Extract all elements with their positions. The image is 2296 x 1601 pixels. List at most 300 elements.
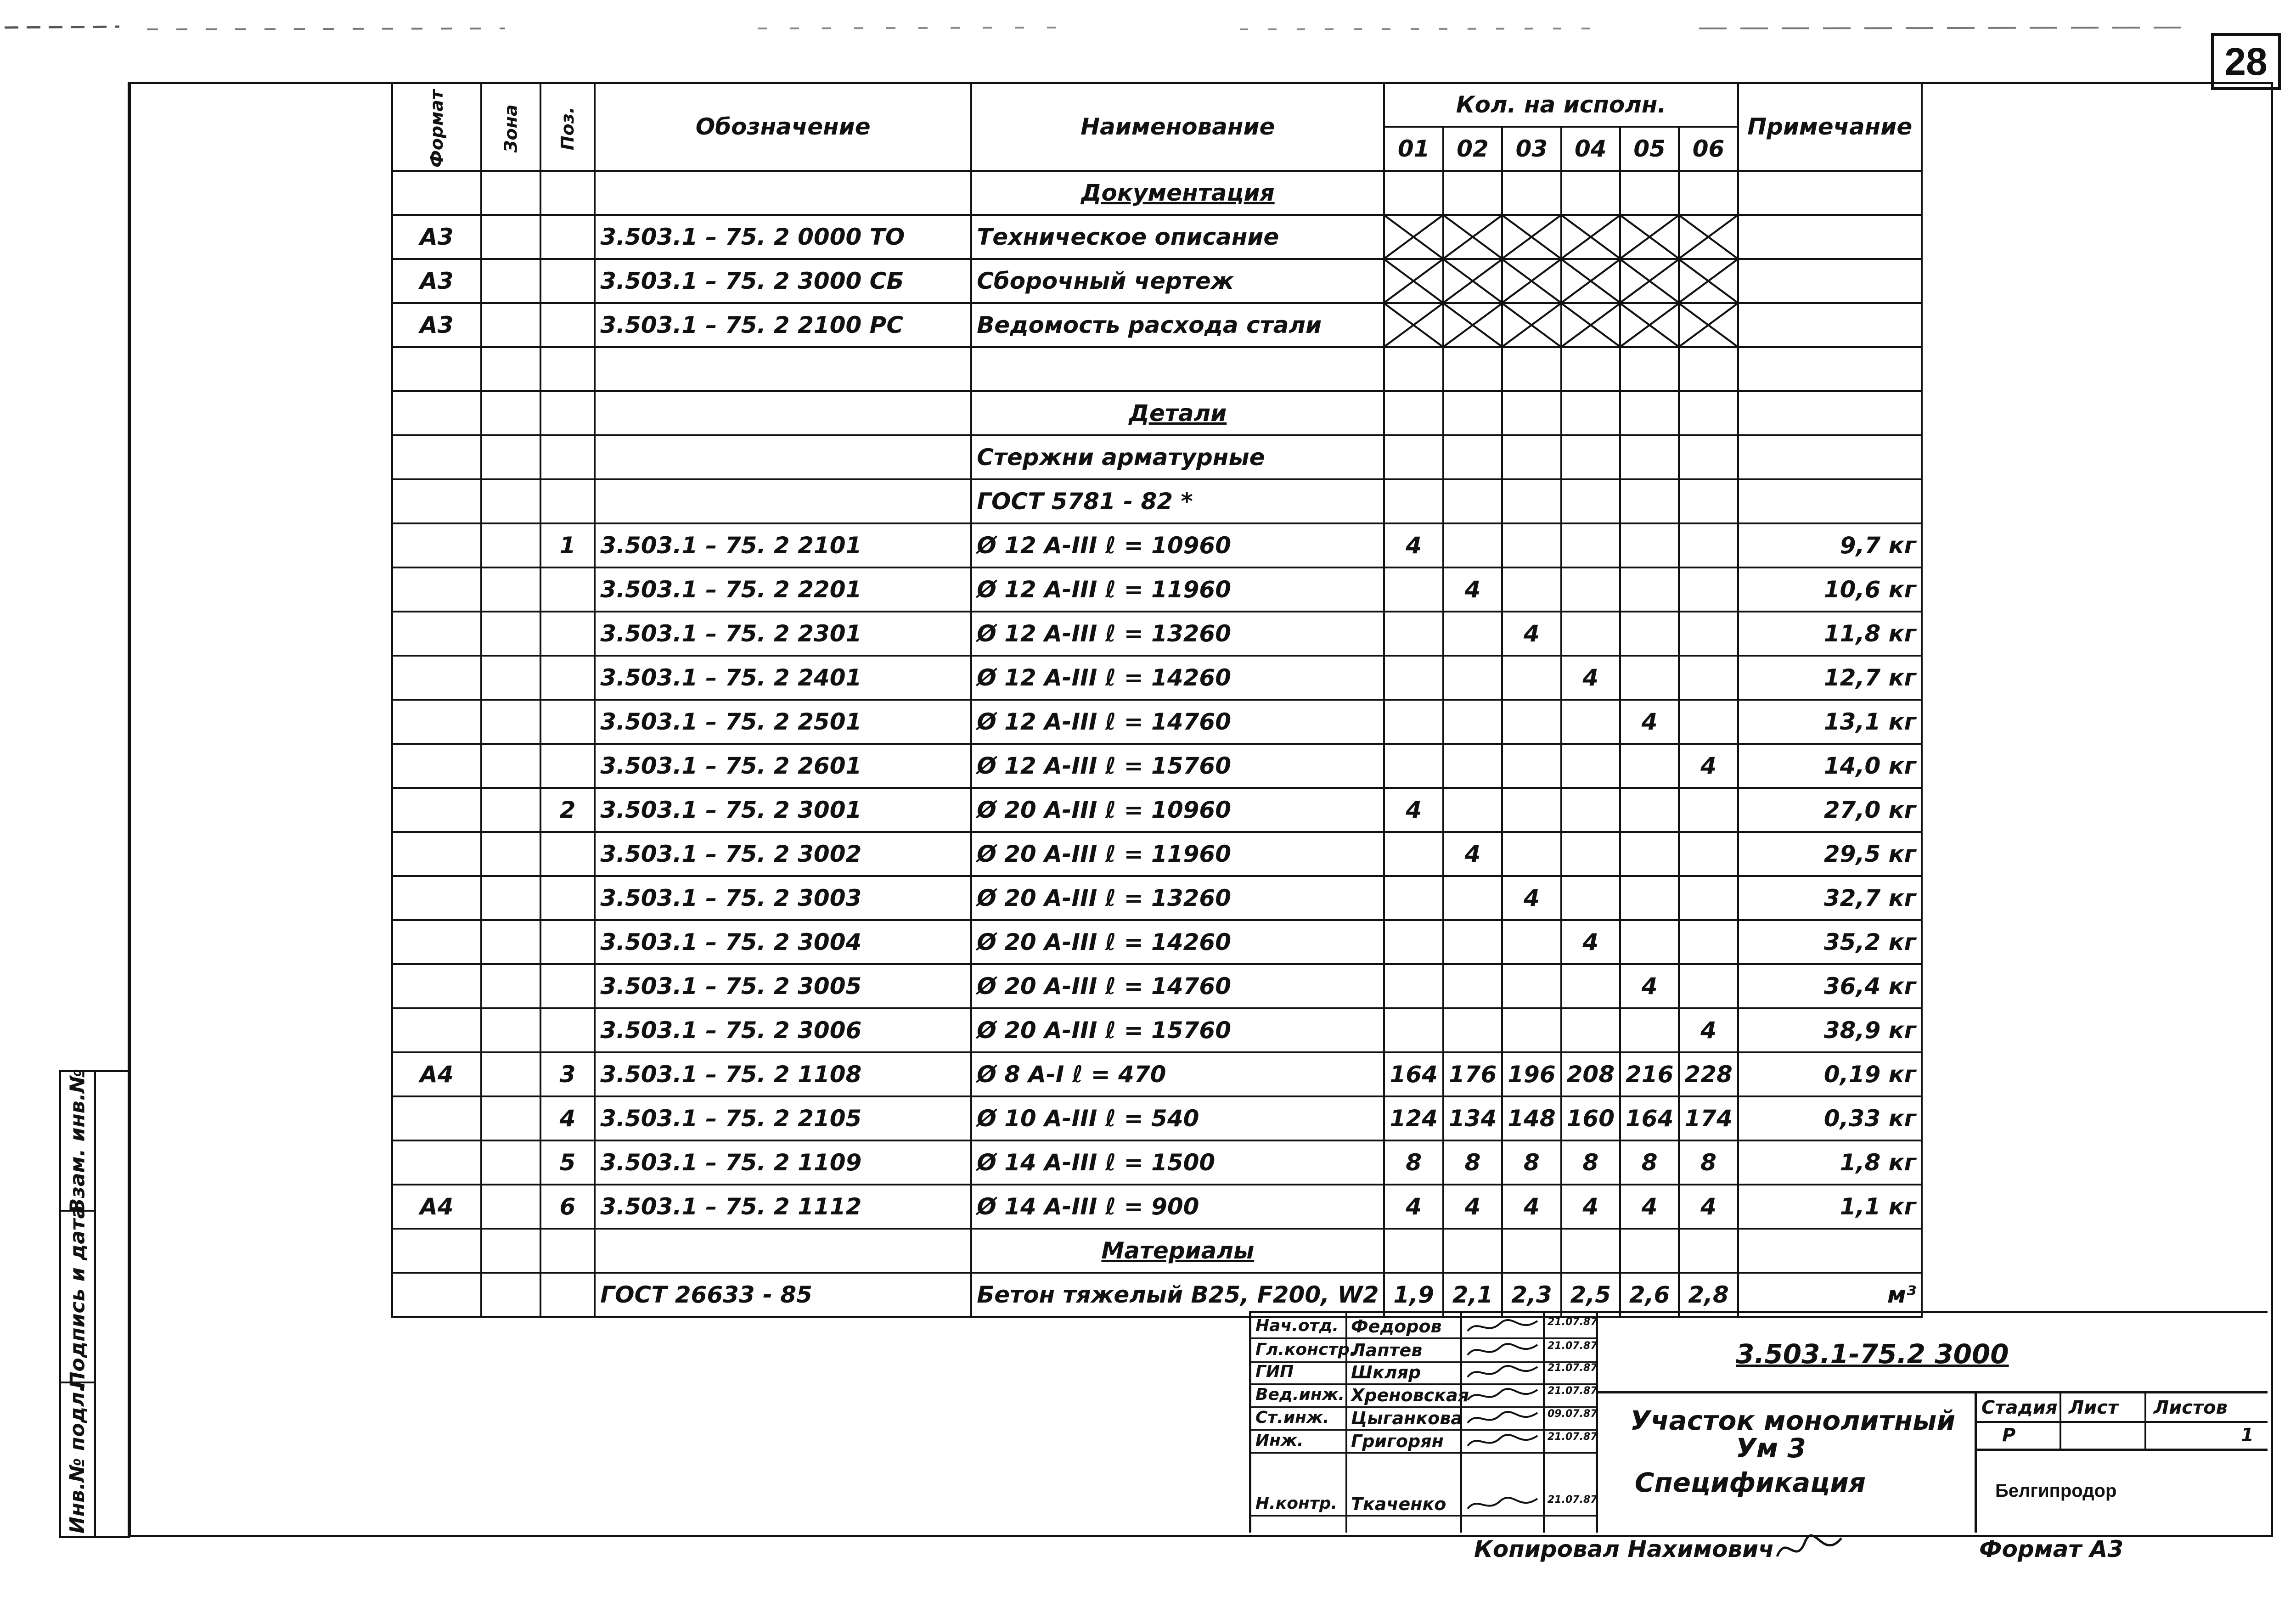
specification-table [391, 82, 1923, 1318]
cell-qty [1561, 876, 1620, 920]
cell-format [392, 391, 481, 435]
cell-qty [1384, 435, 1443, 479]
cell-note [1738, 391, 1922, 435]
tb-role: Н.контр. [1255, 1494, 1338, 1513]
tb-role: Вед.инж. [1255, 1385, 1345, 1404]
side-label-signature: Подпись и дата [66, 1205, 90, 1388]
cell-pos: 4 [540, 1096, 595, 1140]
tb-date: 09.07.87 [1548, 1408, 1598, 1420]
table-row [392, 788, 1922, 832]
cell-qty: 164 [1384, 1052, 1443, 1096]
cell-pos: 3 [540, 1052, 595, 1096]
cell-designation: 3.503.1 – 75. 2 2601 [595, 744, 971, 788]
cell-zone [481, 1140, 540, 1185]
cell-designation [595, 391, 971, 435]
cell-format [392, 1096, 481, 1140]
cell-empty [1384, 347, 1443, 391]
tb-row-line [1249, 1337, 1596, 1339]
cell-empty [540, 347, 595, 391]
cell-qty [1443, 1008, 1502, 1052]
tb-stage-line [1975, 1421, 2268, 1423]
cell-name: Ø 20 А-III ℓ = 11960 [971, 832, 1384, 876]
cell-qty: 4 [1561, 1185, 1620, 1229]
header-designation: Обозначение [595, 83, 971, 171]
table-row [392, 391, 1922, 435]
cell-qty [1679, 479, 1738, 523]
cell-qty: 216 [1620, 1052, 1679, 1096]
cell-qty [1679, 656, 1738, 700]
cell-format [392, 744, 481, 788]
tb-row-line [1249, 1361, 1596, 1363]
cell-qty [1679, 832, 1738, 876]
cell-zone [481, 567, 540, 612]
cell-name: Техническое описание [971, 215, 1384, 259]
specification-body [392, 171, 1922, 1317]
cell-qty [1384, 479, 1443, 523]
cell-zone [481, 612, 540, 656]
cell-qty [1443, 479, 1502, 523]
side-cell-signature [61, 1205, 94, 1388]
copier-signature [1773, 1529, 1846, 1570]
cell-format [392, 1229, 481, 1273]
cross-cell [1679, 259, 1738, 303]
sheets-value: 1 [2241, 1425, 2254, 1446]
cell-qty: 4 [1384, 1185, 1443, 1229]
title-line-2: Ум 3 [1736, 1432, 1806, 1464]
title-block [1249, 1311, 2268, 1533]
side-label-replace-inv: Взам. инв.№ [66, 1068, 90, 1213]
cell-designation: 3.503.1 – 75. 2 3000 СБ [595, 259, 971, 303]
cell-zone [481, 523, 540, 567]
cell-pos: 6 [540, 1185, 595, 1229]
cell-format [392, 435, 481, 479]
cell-note: 36,4 кг [1738, 964, 1922, 1008]
cell-qty [1561, 1229, 1620, 1273]
tb-name: Федоров [1351, 1316, 1442, 1337]
cell-format [392, 1273, 481, 1317]
cell-designation: 3.503.1 – 75. 2 2401 [595, 656, 971, 700]
header-pos: Поз. [540, 83, 595, 171]
cross-cell [1620, 215, 1679, 259]
cell-empty [1443, 347, 1502, 391]
cell-pos [540, 479, 595, 523]
side-strip [59, 1070, 130, 1538]
cell-name: Ø 12 А-III ℓ = 15760 [971, 744, 1384, 788]
cell-pos [540, 303, 595, 347]
cell-zone [481, 479, 540, 523]
cell-qty: 8 [1502, 1140, 1561, 1185]
cell-qty [1561, 567, 1620, 612]
cell-qty [1502, 656, 1561, 700]
stage-label: Стадия [1981, 1397, 2058, 1418]
cell-qty: 2,6 [1620, 1273, 1679, 1317]
cell-pos [540, 259, 595, 303]
cell-qty: 160 [1561, 1096, 1620, 1140]
cell-qty [1384, 744, 1443, 788]
section-title: Документация [971, 171, 1384, 215]
cross-cell [1561, 303, 1620, 347]
cell-zone [481, 744, 540, 788]
table-row [392, 479, 1922, 523]
cell-qty [1502, 479, 1561, 523]
cell-zone [481, 656, 540, 700]
cell-designation: 3.503.1 – 75. 2 2105 [595, 1096, 971, 1140]
cell-name: Ø 10 А-III ℓ = 540 [971, 1096, 1384, 1140]
side-cell-replace-inv [61, 1068, 94, 1213]
cell-note: 27,0 кг [1738, 788, 1922, 832]
cell-qty [1679, 612, 1738, 656]
header-qty-02: 02 [1443, 127, 1502, 171]
cell-qty [1502, 171, 1561, 215]
cell-format [392, 964, 481, 1008]
cell-qty: 8 [1561, 1140, 1620, 1185]
cell-zone [481, 700, 540, 744]
cell-qty [1679, 788, 1738, 832]
cell-qty [1502, 391, 1561, 435]
cell-qty: 4 [1384, 788, 1443, 832]
cell-format [392, 656, 481, 700]
cell-qty: 1,9 [1384, 1273, 1443, 1317]
cell-qty: 2,8 [1679, 1273, 1738, 1317]
table-row [392, 567, 1922, 612]
table-row [392, 347, 1922, 391]
header-qty-05: 05 [1620, 127, 1679, 171]
cross-cell [1561, 215, 1620, 259]
cell-format [392, 832, 481, 876]
cell-qty [1384, 1229, 1443, 1273]
cell-qty [1620, 876, 1679, 920]
cell-qty [1620, 656, 1679, 700]
cell-pos [540, 744, 595, 788]
copied-by: Копировал Нахимович [1474, 1536, 1774, 1562]
cell-pos [540, 964, 595, 1008]
cell-note: 32,7 кг [1738, 876, 1922, 920]
cell-qty [1443, 744, 1502, 788]
cell-note [1738, 171, 1922, 215]
cell-qty [1561, 700, 1620, 744]
cell-qty [1679, 523, 1738, 567]
table-row [392, 1096, 1922, 1140]
cell-format [392, 171, 481, 215]
cell-qty [1443, 656, 1502, 700]
tb-date: 21.07.87 [1548, 1385, 1598, 1397]
side-label-inv-orig: Инв.№ подл. [66, 1384, 90, 1534]
cell-qty [1620, 1008, 1679, 1052]
section-title: Материалы [971, 1229, 1384, 1273]
header-qty-04: 04 [1561, 127, 1620, 171]
cell-note [1738, 259, 1922, 303]
cell-name: Стержни арматурные [971, 435, 1384, 479]
cell-format [392, 567, 481, 612]
cell-qty [1620, 832, 1679, 876]
cell-qty [1384, 656, 1443, 700]
table-row [392, 612, 1922, 656]
cell-format [392, 700, 481, 744]
cell-designation: 3.503.1 – 75. 2 2301 [595, 612, 971, 656]
cell-qty [1620, 435, 1679, 479]
cell-qty [1679, 876, 1738, 920]
cell-qty [1561, 391, 1620, 435]
cell-qty [1443, 435, 1502, 479]
table-row [392, 435, 1922, 479]
cell-zone [481, 215, 540, 259]
tb-name: Лаптев [1351, 1340, 1423, 1360]
cell-qty [1384, 391, 1443, 435]
cross-cell [1502, 215, 1561, 259]
cell-qty: 174 [1679, 1096, 1738, 1140]
tb-sheet-col [2144, 1391, 2146, 1449]
tb-right-divider [1975, 1391, 1977, 1533]
cell-qty: 4 [1620, 700, 1679, 744]
header-qty-group: Кол. на исполн. [1384, 83, 1738, 127]
format-label: Формат А3 [1979, 1536, 2124, 1562]
cell-name: Ø 20 А-III ℓ = 10960 [971, 788, 1384, 832]
cell-qty [1443, 391, 1502, 435]
cell-name: Ø 12 А-III ℓ = 10960 [971, 523, 1384, 567]
tb-signature [1464, 1315, 1542, 1337]
cell-designation: 3.503.1 – 75. 2 3004 [595, 920, 971, 964]
cell-qty [1561, 612, 1620, 656]
section-title: Детали [971, 391, 1384, 435]
cell-qty [1443, 788, 1502, 832]
cell-qty [1502, 832, 1561, 876]
cell-pos: 1 [540, 523, 595, 567]
cell-pos [540, 1229, 595, 1273]
cross-cell [1620, 259, 1679, 303]
cell-qty [1443, 876, 1502, 920]
cell-qty: 176 [1443, 1052, 1502, 1096]
cell-name: Бетон тяжелый B25, F200, W2 [971, 1273, 1384, 1317]
cell-qty [1561, 744, 1620, 788]
cell-qty [1679, 171, 1738, 215]
table-row [392, 1229, 1922, 1273]
title-line-3: Спецификация [1635, 1467, 1866, 1498]
tb-name: Шкляр [1351, 1362, 1421, 1382]
cell-qty: 8 [1443, 1140, 1502, 1185]
cell-designation [595, 435, 971, 479]
cell-qty [1620, 1229, 1679, 1273]
cell-name: Ø 14 А-III ℓ = 1500 [971, 1140, 1384, 1185]
cell-designation [595, 171, 971, 215]
cell-qty [1384, 567, 1443, 612]
table-row [392, 832, 1922, 876]
doc-code: 3.503.1-75.2 3000 [1736, 1338, 2009, 1370]
cell-qty: 2,3 [1502, 1273, 1561, 1317]
tb-role: Инж. [1255, 1431, 1304, 1450]
cell-qty [1502, 435, 1561, 479]
cell-note: 14,0 кг [1738, 744, 1922, 788]
cell-qty [1561, 788, 1620, 832]
cell-note: 1,1 кг [1738, 1185, 1922, 1229]
table-row [392, 1185, 1922, 1229]
cell-zone [481, 1273, 540, 1317]
cell-qty: 196 [1502, 1052, 1561, 1096]
cell-format: А4 [392, 1185, 481, 1229]
cell-format [392, 920, 481, 964]
cell-qty [1443, 920, 1502, 964]
tb-signature [1464, 1361, 1542, 1383]
cell-name: Ø 12 А-III ℓ = 13260 [971, 612, 1384, 656]
cell-qty [1502, 523, 1561, 567]
cross-cell [1679, 303, 1738, 347]
cell-designation: 3.503.1 – 75. 2 2501 [595, 700, 971, 744]
header-format: Формат [392, 83, 481, 171]
cell-qty [1679, 391, 1738, 435]
cell-qty [1502, 1008, 1561, 1052]
cell-empty [481, 347, 540, 391]
cell-qty [1561, 964, 1620, 1008]
tb-name: Григорян [1351, 1431, 1444, 1451]
tb-role: Ст.инж. [1255, 1408, 1329, 1427]
cell-qty: 208 [1561, 1052, 1620, 1096]
cell-format [392, 1008, 481, 1052]
cell-qty: 4 [1443, 567, 1502, 612]
cell-pos [540, 876, 595, 920]
cell-name: Ø 8 А-I ℓ = 470 [971, 1052, 1384, 1096]
cell-qty [1443, 700, 1502, 744]
tb-signature [1464, 1384, 1542, 1406]
cell-qty [1502, 744, 1561, 788]
cell-note [1738, 215, 1922, 259]
cell-zone [481, 391, 540, 435]
cross-cell [1443, 215, 1502, 259]
cell-format [392, 523, 481, 567]
cell-qty: 4 [1443, 1185, 1502, 1229]
cell-qty [1384, 1008, 1443, 1052]
cell-empty [971, 347, 1384, 391]
cell-qty: 4 [1502, 1185, 1561, 1229]
tb-signature [1464, 1339, 1542, 1361]
cell-format: А4 [392, 1052, 481, 1096]
cell-name: Ø 20 А-III ℓ = 15760 [971, 1008, 1384, 1052]
tb-row-line [1249, 1515, 1596, 1517]
cell-note: 10,6 кг [1738, 567, 1922, 612]
tb-left-line [1249, 1311, 1251, 1533]
cell-qty [1620, 171, 1679, 215]
cell-qty: 8 [1620, 1140, 1679, 1185]
cell-empty [1620, 347, 1679, 391]
cell-name: ГОСТ 5781 - 82 * [971, 479, 1384, 523]
cell-format: А3 [392, 259, 481, 303]
cell-note: 9,7 кг [1738, 523, 1922, 567]
cell-qty [1502, 920, 1561, 964]
cell-qty: 4 [1443, 832, 1502, 876]
cell-designation [595, 479, 971, 523]
header-name: Наименование [971, 83, 1384, 171]
table-row [392, 964, 1922, 1008]
cell-qty [1443, 964, 1502, 1008]
table-row [392, 876, 1922, 920]
cell-empty [1561, 347, 1620, 391]
tb-date: 21.07.87 [1548, 1316, 1598, 1328]
cell-format [392, 612, 481, 656]
organization: Белгипродор [1995, 1481, 2117, 1501]
table-row [392, 700, 1922, 744]
cell-pos [540, 171, 595, 215]
cell-qty [1502, 788, 1561, 832]
cell-designation: ГОСТ 26633 - 85 [595, 1273, 971, 1317]
table-row [392, 259, 1922, 303]
cell-qty: 8 [1679, 1140, 1738, 1185]
cell-format [392, 479, 481, 523]
tb-date: 21.07.87 [1548, 1362, 1598, 1374]
cell-empty [1502, 347, 1561, 391]
cross-cell [1679, 215, 1738, 259]
cell-zone [481, 1008, 540, 1052]
tb-row-line [1249, 1452, 1596, 1454]
cell-qty [1561, 832, 1620, 876]
cell-qty [1679, 567, 1738, 612]
cell-qty [1679, 1229, 1738, 1273]
tb-signature [1464, 1430, 1542, 1452]
tb-stage-col [2060, 1391, 2061, 1449]
cell-pos [540, 700, 595, 744]
tb-stage-value-line [1975, 1449, 2268, 1451]
cell-qty: 4 [1561, 920, 1620, 964]
cell-designation: 3.503.1 – 75. 2 3003 [595, 876, 971, 920]
cell-pos [540, 612, 595, 656]
cell-format [392, 1140, 481, 1185]
cell-name: Ø 12 А-III ℓ = 14260 [971, 656, 1384, 700]
tb-code-line [1596, 1391, 2268, 1393]
table-row [392, 656, 1922, 700]
cell-format [392, 876, 481, 920]
sheet-label: Лист [2069, 1397, 2119, 1418]
stage-value: Р [2002, 1425, 2016, 1446]
cell-zone [481, 964, 540, 1008]
tb-name: Хреновская [1351, 1385, 1469, 1405]
cell-note: 1,8 кг [1738, 1140, 1922, 1185]
cell-note: 13,1 кг [1738, 700, 1922, 744]
header-note: Примечание [1738, 83, 1922, 171]
cell-designation: 3.503.1 – 75. 2 1108 [595, 1052, 971, 1096]
tb-date: 21.07.87 [1548, 1494, 1598, 1506]
cell-pos [540, 832, 595, 876]
cross-cell [1561, 259, 1620, 303]
cell-qty: 4 [1561, 656, 1620, 700]
cell-name: Ø 12 А-III ℓ = 11960 [971, 567, 1384, 612]
cell-qty [1384, 876, 1443, 920]
cell-designation: 3.503.1 – 75. 2 3001 [595, 788, 971, 832]
tb-row-line [1249, 1406, 1596, 1408]
sheet-number: 28 [2211, 33, 2281, 90]
cell-qty [1620, 612, 1679, 656]
cell-name: Ø 20 А-III ℓ = 14260 [971, 920, 1384, 964]
cell-qty [1502, 964, 1561, 1008]
cell-format: А3 [392, 215, 481, 259]
cell-qty [1620, 391, 1679, 435]
cell-qty: 4 [1384, 523, 1443, 567]
sheets-label: Листов [2154, 1397, 2228, 1418]
cell-qty [1679, 920, 1738, 964]
cell-qty: 8 [1384, 1140, 1443, 1185]
cell-name: Ø 14 А-III ℓ = 900 [971, 1185, 1384, 1229]
cell-pos [540, 1008, 595, 1052]
cell-qty [1384, 700, 1443, 744]
cell-qty [1679, 435, 1738, 479]
cross-cell [1502, 259, 1561, 303]
cell-pos [540, 1273, 595, 1317]
cell-pos [540, 391, 595, 435]
table-row [392, 303, 1922, 347]
cell-zone [481, 920, 540, 964]
cell-pos [540, 656, 595, 700]
cell-qty: 228 [1679, 1052, 1738, 1096]
tb-date: 21.07.87 [1548, 1340, 1598, 1352]
cross-cell [1384, 259, 1443, 303]
cell-designation: 3.503.1 – 75. 2 2100 РС [595, 303, 971, 347]
table-row [392, 1273, 1922, 1317]
